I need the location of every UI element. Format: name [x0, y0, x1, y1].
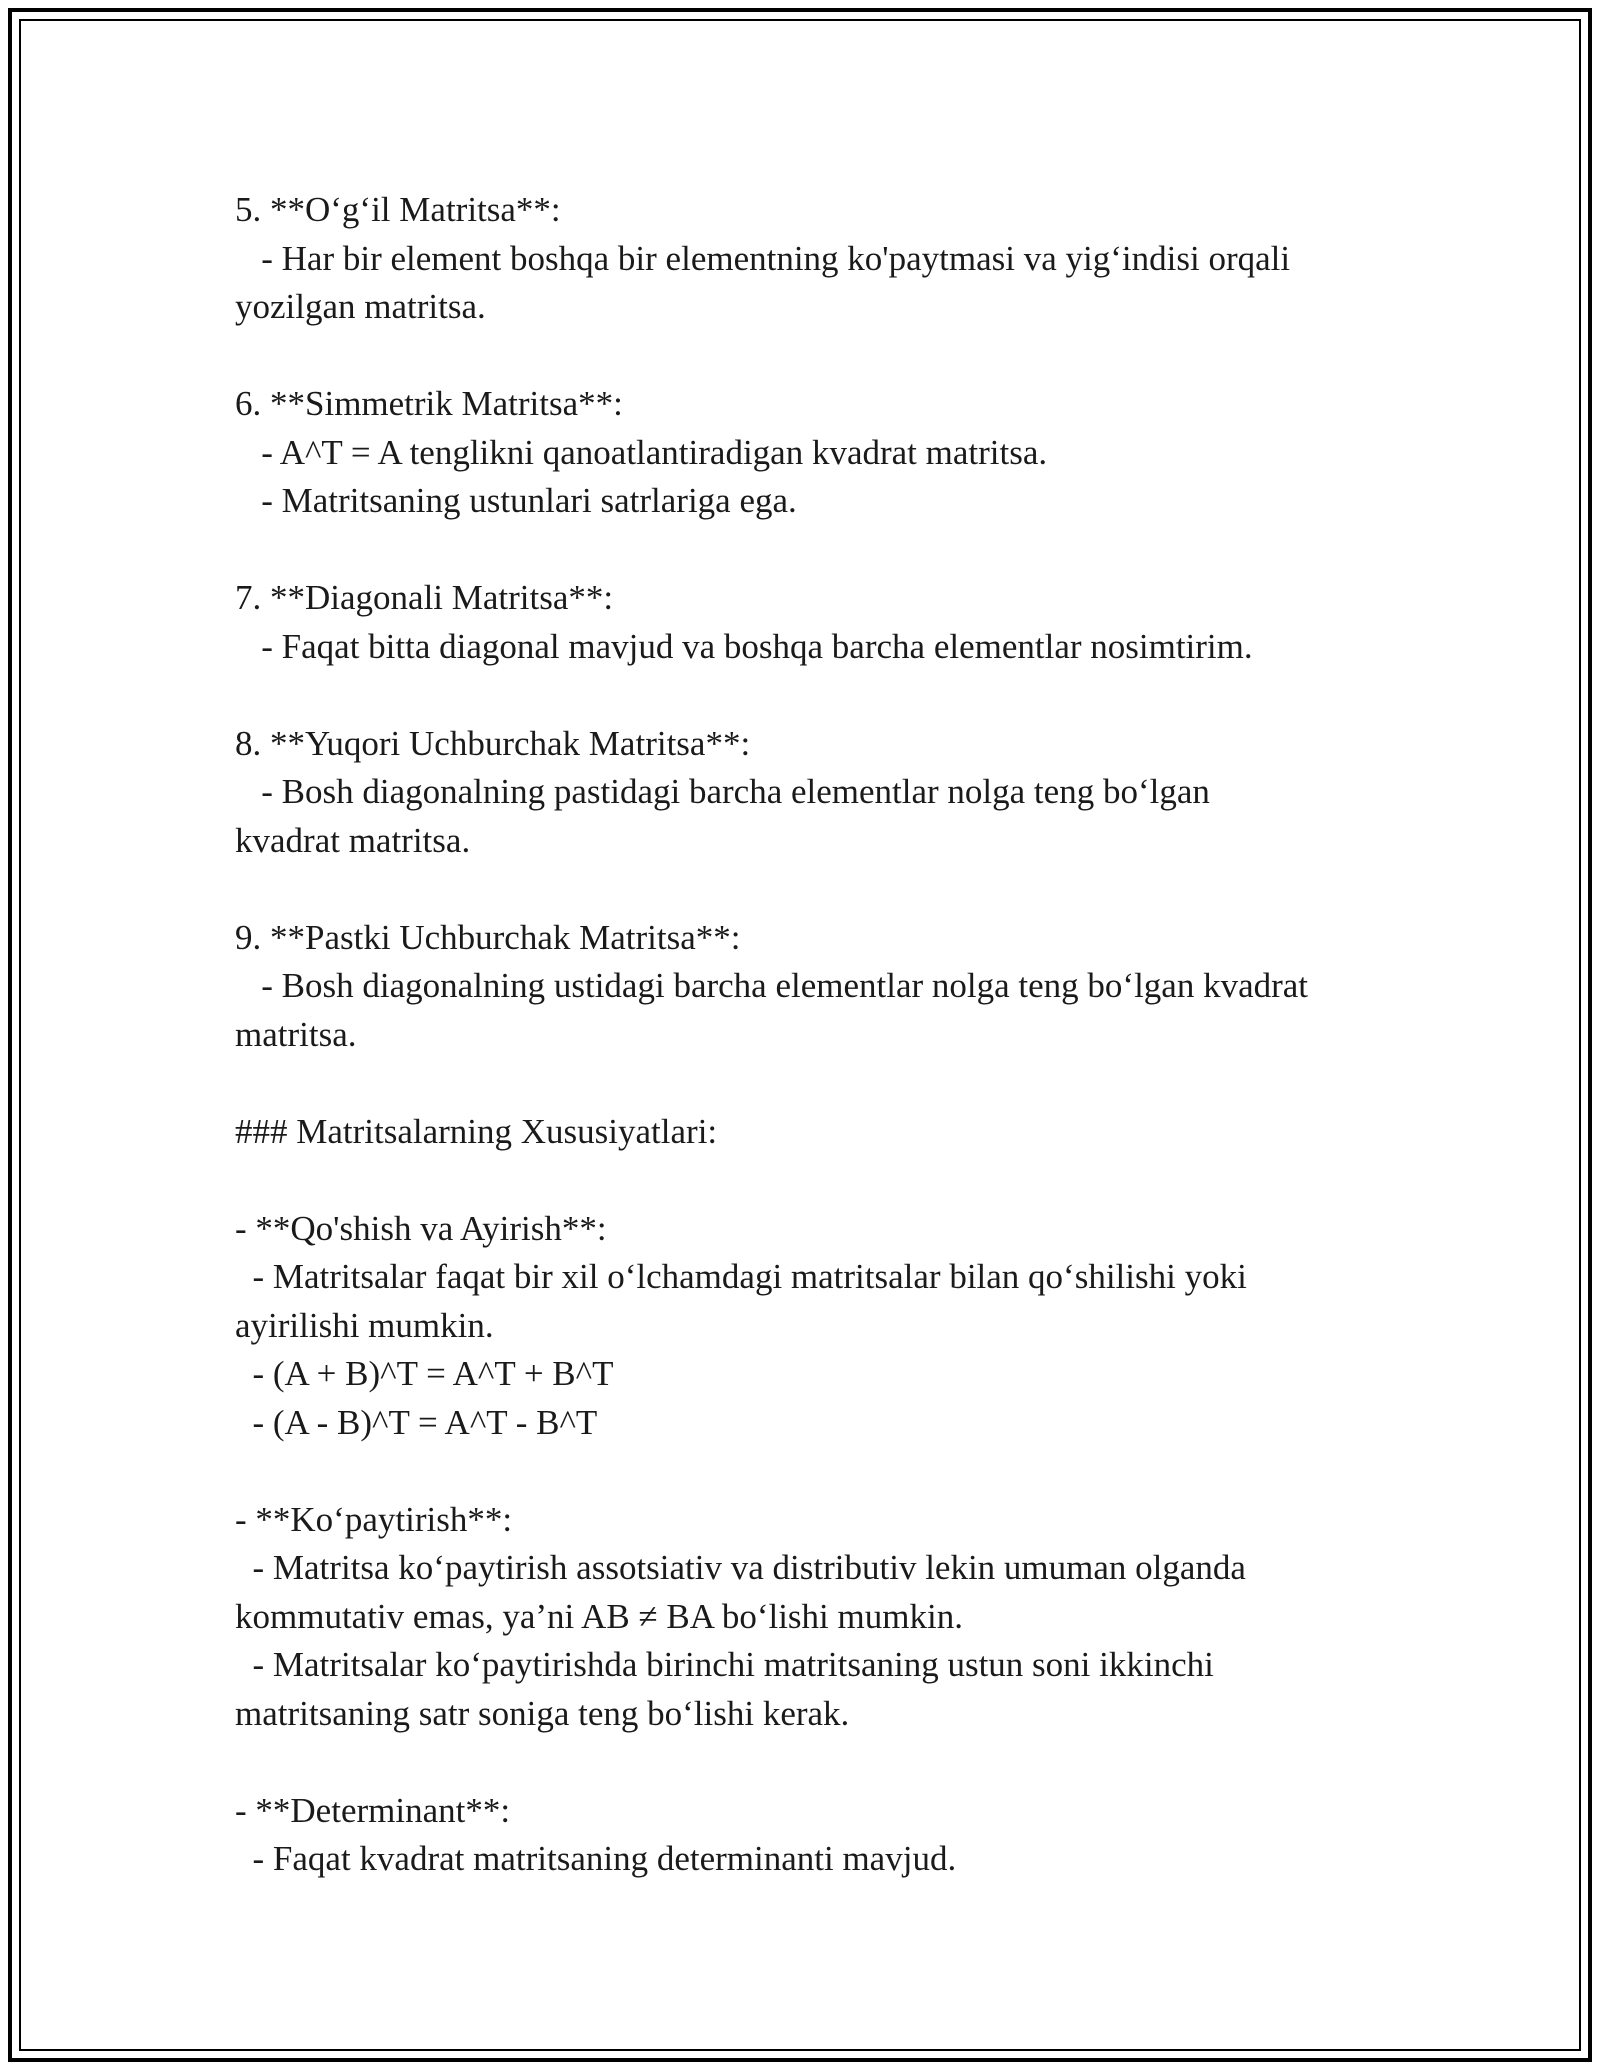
text-line: kommutativ emas, ya’ni AB ≠ BA bo‘lishi mumkin.	[235, 1596, 963, 1636]
text-line: - Matritsalar faqat bir xil o‘lchamdagi matritsalar bilan qo‘shilishi yoki	[235, 1257, 1247, 1296]
text-line: - (A + B)^T = A^T + B^T	[235, 1354, 614, 1393]
text-line: - A^T = A tenglikni qanoatlantiradigan kvadrat matritsa.	[235, 432, 1048, 472]
blank-line	[235, 1156, 1375, 1205]
text-line: ayirilishi mumkin.	[235, 1305, 494, 1345]
text-line: 9. **Pastki Uchburchak Matritsa**:	[235, 917, 741, 957]
text-line: 8. **Yuqori Uchburchak Matritsa**:	[235, 723, 751, 763]
text-line: - Har bir element boshqa bir elementning ko'paytmasi va yig‘indisi orqali	[235, 238, 1291, 278]
blank-line	[235, 332, 1375, 381]
text-line: matritsa.	[235, 1014, 357, 1054]
text-line: - Faqat bitta diagonal mavjud va boshqa barcha elementlar nosimtirim.	[235, 626, 1253, 666]
section-heading: ### Matritsalarning Xususiyatlari:	[235, 1111, 718, 1151]
blank-line	[235, 1447, 1375, 1496]
text-line: - **Determinant**:	[235, 1790, 511, 1830]
text-line: - Bosh diagonalning ustidagi barcha elementlar nolga teng bo‘lgan kvadrat	[235, 966, 1309, 1005]
blank-line	[235, 671, 1375, 720]
text-line: - **Ko‘paytirish**:	[235, 1499, 513, 1539]
text-line: - Matritsalar ko‘paytirishda birinchi matritsaning ustun soni ikkinchi	[235, 1645, 1214, 1684]
text-line: 7. **Diagonali Matritsa**:	[235, 578, 614, 617]
text-line: - Matritsa ko‘paytirish assotsiativ va distributiv lekin umuman olganda	[235, 1548, 1246, 1587]
blank-line	[235, 1059, 1375, 1108]
text-line: - **Qo'shish va Ayirish**:	[235, 1208, 607, 1248]
text-line: yozilgan matritsa.	[235, 287, 486, 326]
text-line: - Faqat kvadrat matritsaning determinanti mavjud.	[235, 1839, 957, 1878]
document-body	[235, 186, 1375, 1884]
text-line: kvadrat matritsa.	[235, 820, 471, 860]
text-line: - Matritsaning ustunlari satrlariga ega.	[235, 481, 797, 520]
text-line: 5. **O‘g‘il Matritsa**:	[235, 190, 561, 229]
blank-line	[235, 865, 1375, 914]
text-line: - Bosh diagonalning pastidagi barcha elementlar nolga teng bo‘lgan	[235, 772, 1210, 811]
text-line: matritsaning satr soniga teng bo‘lishi kerak.	[235, 1693, 850, 1733]
text-line: 6. **Simmetrik Matritsa**:	[235, 384, 623, 423]
blank-line	[235, 526, 1375, 575]
text-line: - (A - B)^T = A^T - B^T	[235, 1402, 598, 1442]
blank-line	[235, 1738, 1375, 1787]
